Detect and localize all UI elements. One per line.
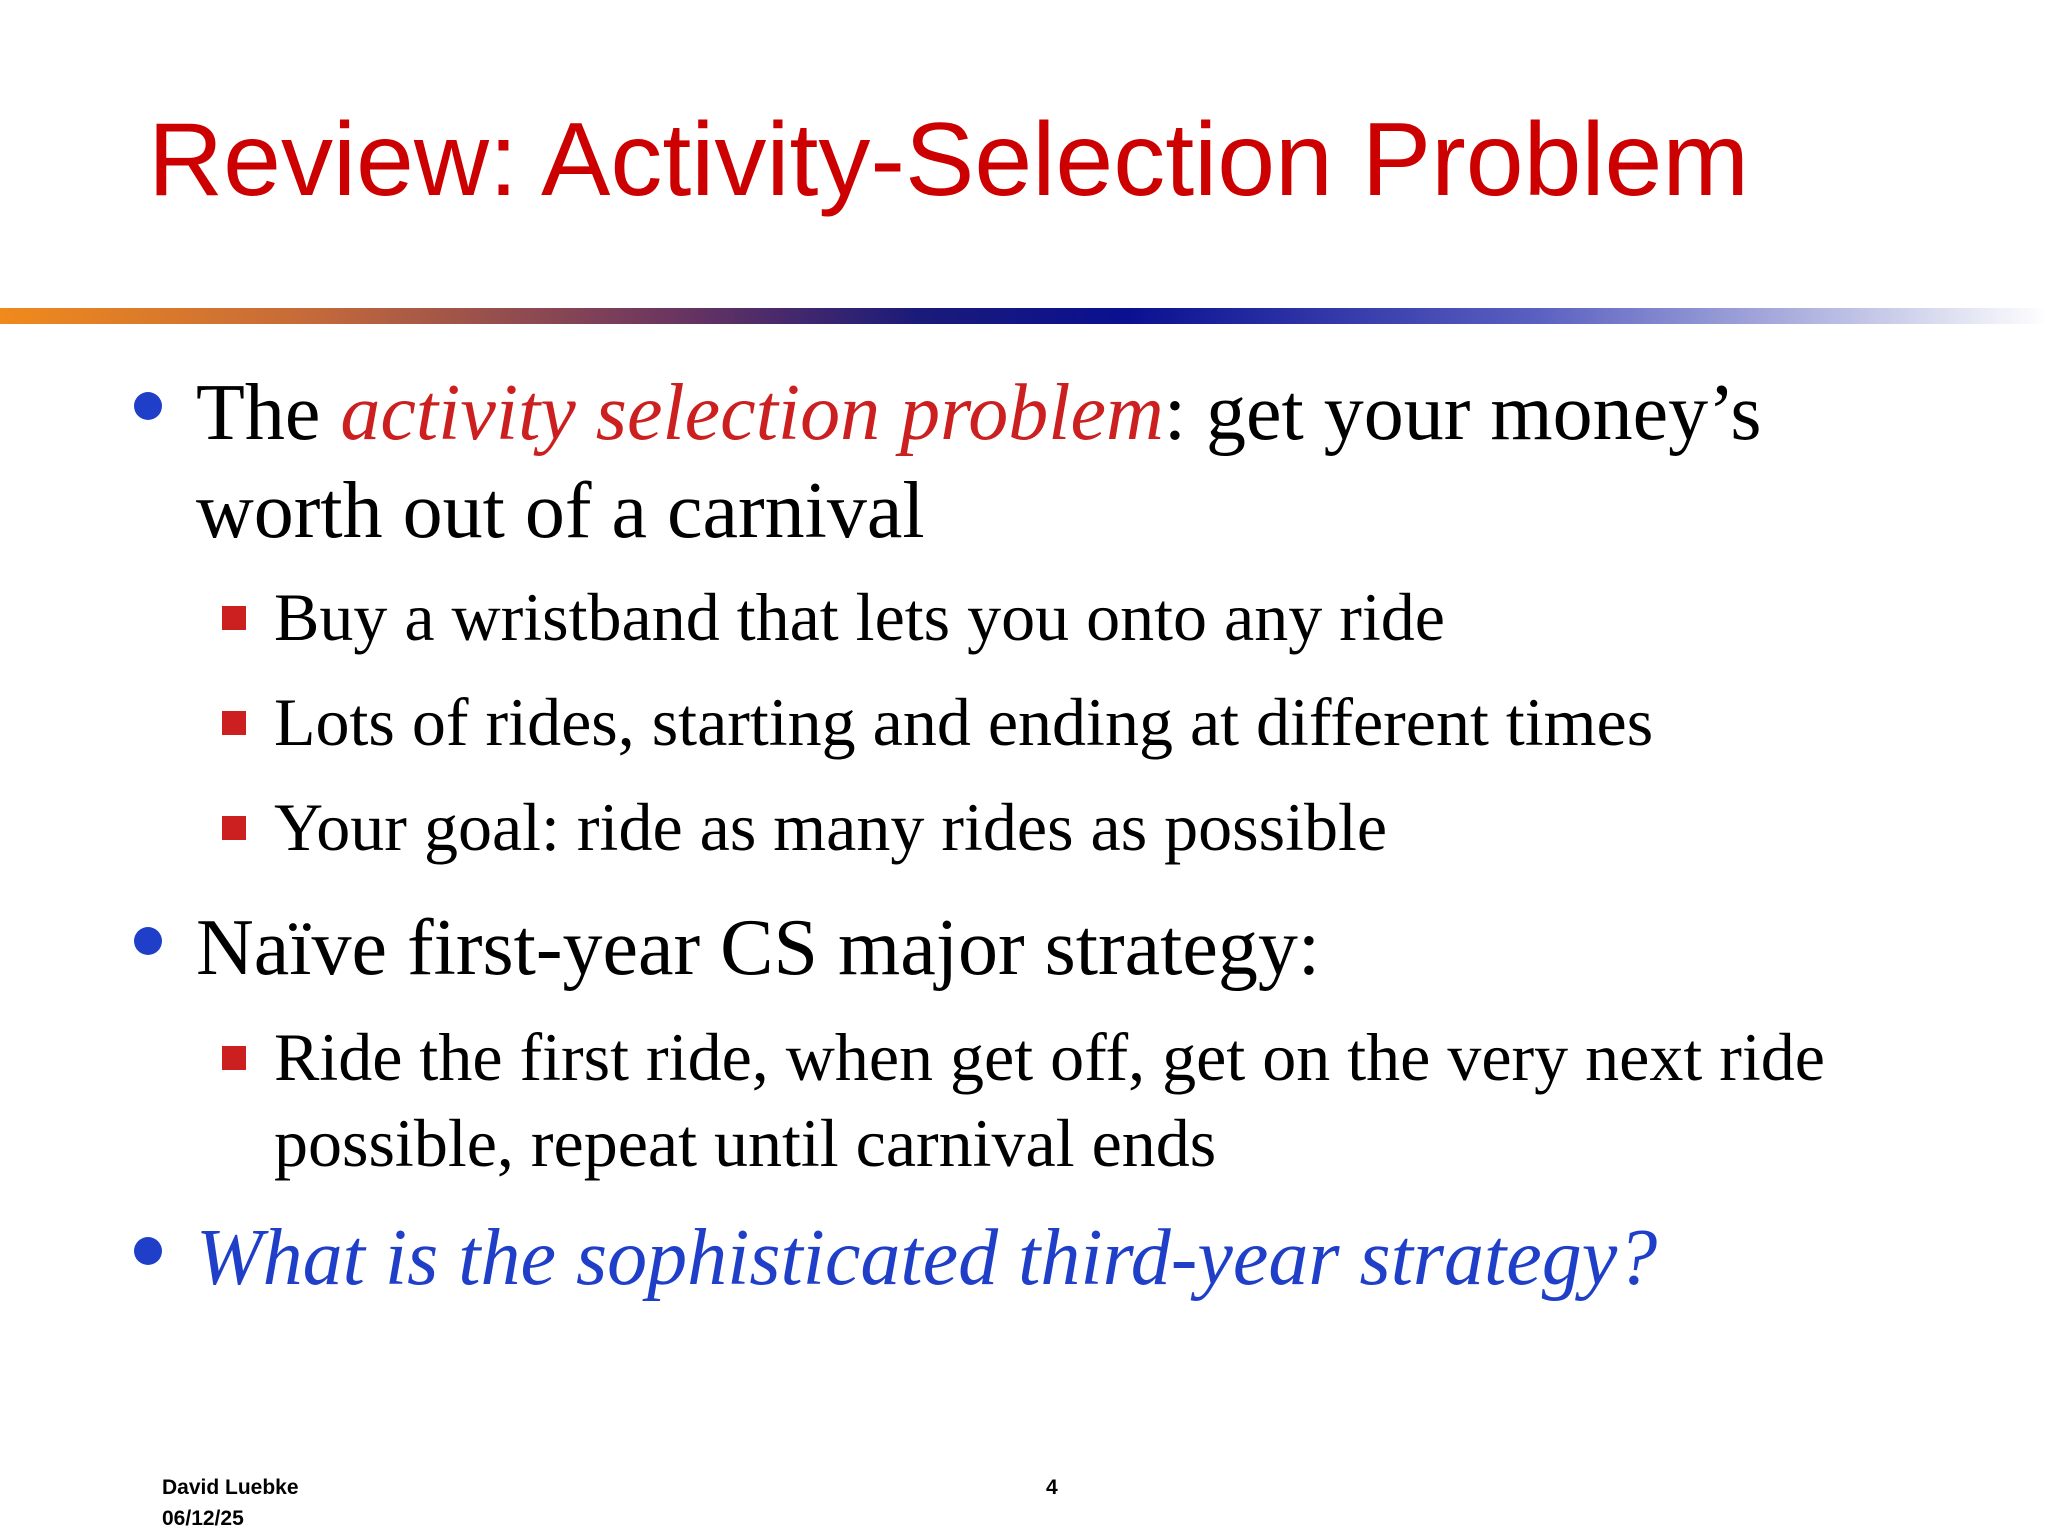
title-divider — [0, 308, 2048, 324]
footer-date: 06/12/25 — [162, 1507, 244, 1530]
bullet-1-lead: The — [196, 369, 341, 457]
slide-title: Review: Activity-Selection Problem — [148, 102, 1750, 218]
bullet-3-question: What is the sophisticated third-year strategy? — [196, 1214, 1658, 1302]
page-number: 4 — [1046, 1476, 1058, 1499]
bullet-dot-icon — [134, 927, 162, 955]
sub-bullet-1-3: Your goal: ride as many rides as possible — [274, 789, 1388, 865]
sub-bullet-square-icon — [222, 606, 246, 630]
bullet-2-text: Naïve first-year CS major strategy: — [196, 904, 1321, 992]
footer-author: David Luebke — [162, 1476, 299, 1499]
sub-bullet-square-icon — [222, 816, 246, 840]
bullet-1-text — [196, 364, 1896, 560]
sub-bullet-square-icon — [222, 711, 246, 735]
sub-bullet-1-1: Buy a wristband that lets you onto any ride — [274, 579, 1445, 655]
sub-bullet-1-2: Lots of rides, starting and ending at different times — [274, 684, 1654, 760]
bullet-1-emphasis: activity selection problem — [340, 369, 1164, 457]
sub-bullet-2-1: Ride the first ride, when get off, get on the very next ride possible, repeat until carnival ends — [274, 1019, 1825, 1181]
bullet-dot-icon — [134, 1237, 162, 1265]
sub-bullet-square-icon — [222, 1046, 246, 1070]
bullet-1-rest: : get your money’s worth out of a carnival — [196, 369, 1762, 555]
bullet-dot-icon — [134, 392, 162, 420]
